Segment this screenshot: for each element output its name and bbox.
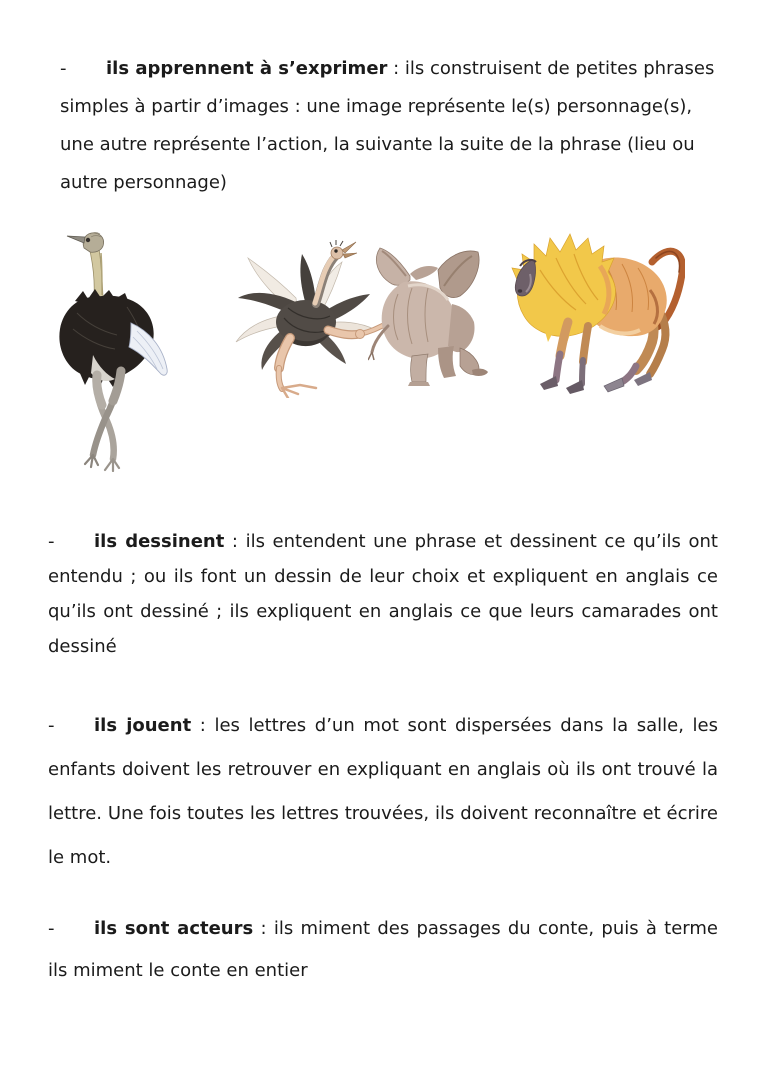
bullet-dash: -	[48, 715, 55, 736]
baboon-illustration	[510, 230, 685, 400]
paragraph-ils-sont-acteurs	[48, 908, 718, 992]
standing-ostrich-legs	[85, 371, 121, 471]
colon-separator: :	[191, 715, 215, 736]
paragraph-lead-jouent: ils jouent	[94, 715, 192, 736]
paragraph-ils-apprennent	[60, 50, 715, 202]
paragraph-lead-acteurs: ils sont acteurs	[94, 918, 254, 939]
bullet-dash: -	[60, 58, 67, 79]
paragraph-ils-dessinent	[48, 524, 718, 664]
elephant-illustration	[368, 242, 493, 387]
standing-ostrich-neck	[90, 249, 103, 297]
paragraph-body-apprennent: ils construisent de petites phrases simples à partir d’images : une image représente le(s) personnage(s), une autre représente l’action, la suivante la suite de la phrase (lieu ou autre personnage)	[60, 58, 715, 193]
standing-ostrich-body	[59, 289, 167, 389]
colon-separator: :	[387, 58, 405, 79]
colon-separator: :	[253, 918, 274, 939]
bullet-dash: -	[48, 918, 55, 939]
paragraph-lead-apprennent: ils apprennent à s’exprimer	[106, 58, 388, 79]
standing-ostrich-illustration	[57, 227, 172, 472]
bullet-dash: -	[48, 531, 55, 552]
standing-ostrich-head	[67, 233, 104, 253]
colon-separator: :	[224, 531, 246, 552]
paragraph-ils-jouent	[48, 704, 718, 880]
paragraph-body-dessinent: ils entendent une phrase et dessinent ce qu’ils ont entendu ; ou ils font un dessin de leur choix et expliquent en anglais ce qu’ils ont dessiné ; ils expliquent en anglais ce que leurs camarades ont dessiné	[48, 531, 718, 657]
paragraph-body-acteurs: ils miment des passages du conte, puis à terme ils miment le conte en entier	[48, 918, 718, 981]
paragraph-lead-dessinent: ils dessinent	[94, 531, 225, 552]
paragraph-body-jouent: les lettres d’un mot sont dispersées dans la salle, les enfants doivent les retrouver en expliquant en anglais où ils ont trouvé la lettre. Une fois toutes les lettres trouvées, ils doivent reconnaître et écrire le mot.	[48, 715, 718, 868]
